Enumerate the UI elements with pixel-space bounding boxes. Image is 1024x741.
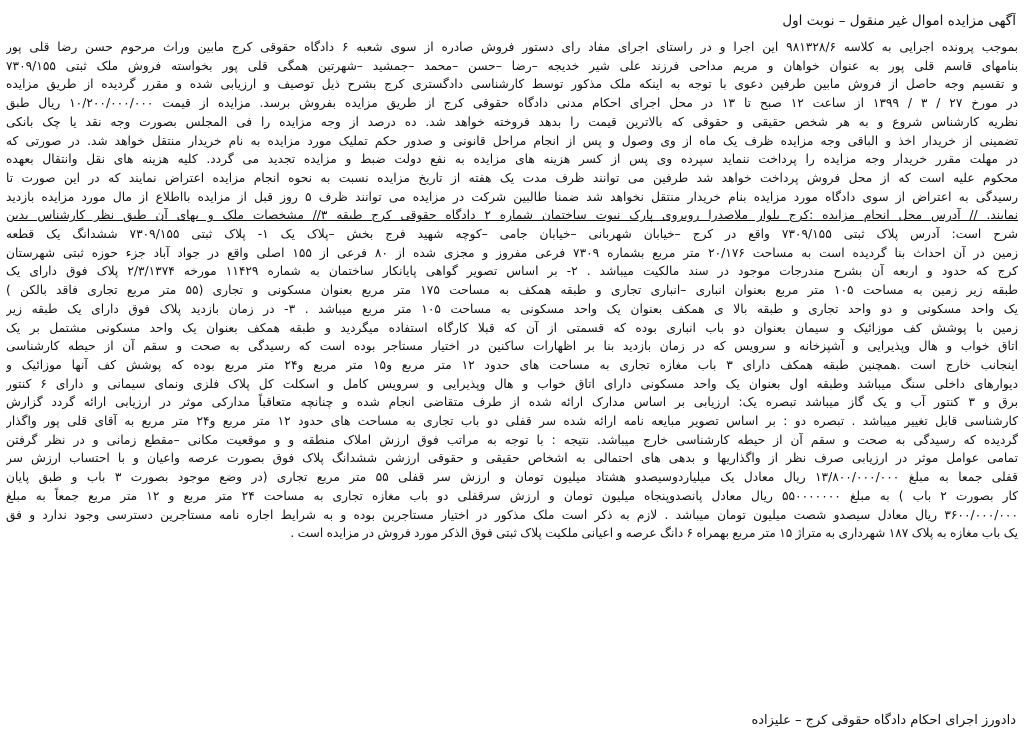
notice-line: شرح است: آدرس پلاک ثبتی ۷۳۰۹/۱۵۵ واقع در کرج –خیابان شهربانی –خیابان جامی –کوچه شهید فرج بخش –پلاک یک ۱- پلاک ثبتی ۷۳۰۹/۱۵۵ ششدانگ یک قطعه bbox=[6, 227, 1018, 242]
notice-line: قفلی جمعا به مبلغ ۱۳/۸۰۰/۰۰۰/۰۰۰ ریال معادل یک میلیاردوسیصدو هشتاد میلیون تومان و ارزش سر قفلی ۵۵ متر مربع تجاری (در وضع موجود بصورت ۳ باب و طبق پایان bbox=[6, 470, 1018, 485]
notice-line: بنامهای قاسم قلی پور به عنوان خواهان و مریم مداحی فرزند علی شیر خدیجه –رضا –حسن –محمد –جمشید –شهرتین همگی قلی پور بخواسته فروش ملک ثبتی ۷۳۰۹/۱۵۵ bbox=[6, 58, 1018, 73]
notice-line: اتاق خواب و هال وپذیرایی و آشپزخانه و سرویس که در زمان بازدید بنا بر اظهارات ساکنین در اختیار مستاجر بوده است که رسیدگی به صحت و سقم آن از حیطه کارشناسی bbox=[6, 339, 1018, 354]
notice-line: ۳۶۰۰/۰۰۰/۰۰۰ ریال معادل سیصدو شصت میلیون تومان میباشد . لازم به ذکر است ملک مذکور در اختیار مستاجرین بوده و به شرایط اجاره نامه مستاجرین دسترسی وجود ندارد و فق bbox=[6, 507, 1018, 522]
notice-line: کرج که حدود و اربعه آن بشرح مندرجات موجود در سند مالکیت میباشد . ۲- بر اساس تصویر گواهی پایانکار ساختمان به شماره ۱۱۴۲۹ مورخه ۲/۳/۱۳۷۴ پلاک فوق دارای یک bbox=[6, 264, 1018, 279]
notice-line: نظریه کارشناس شروع و به هر شخص حقیقی و حقوقی که بالاترین قیمت را بدهد فروخته خواهد شد. ده درصد از وجه مزایده را فی المجلس بصورت وجه نقد یا چک بانکی bbox=[6, 114, 1018, 129]
notice-line: بموجب پرونده اجرایی به کلاسه ۹۸۱۳۲۸/۶ این اجرا و در راستای اجرای مفاد رای دستور فروش صادره از سوی شعبه ۶ دادگاه حقوقی کرج مابین وراث مرحوم حسن رضا قلی پور bbox=[6, 40, 1018, 54]
notice-line: دیوارهای داخلی سنگ میباشد وطبقه اول بعنوان یک واحد مسکونی دارای اتاق خواب و هال وپذیرایی و سرویس کامل و اسکلت کل پلاک فلزی ونمای سیمانی و دارای ۶ کنتور bbox=[6, 376, 1018, 391]
notice-line: اینجانب خارج است .همچنین طبقه همکف دارای ۳ باب مغازه تجاری به مساحت های حدود ۱۲ متر مربع و۱۵ متر مربع و۲۴ متر مربع بوده که پوشش کف آنها موزائیک و bbox=[6, 357, 1018, 372]
signature: دادورز اجرای احکام دادگاه حقوقی کرج – علیزاده bbox=[751, 713, 1016, 728]
notice-line: محکوم علیه است که از محل فروش پرداخت خواهد شد طرفین می توانند ظرف مدت یک هفته از تاریخ مزایده نسبت به نحوه انجام مزایده اعتراض نمایند که در این صورت تا bbox=[6, 170, 1018, 185]
notice-line: در مهلت مقرر خریدار وجه مزایده را پرداخت ننماید سپرده وی پس از کسر هزینه های مزایده به نفع دولت ضبط و مزایده تجدید می گردد. کلیه هزینه های نقل وانتقال بعهده bbox=[6, 152, 1018, 167]
notice-line: زمین در آن احداث بنا گردیده است به مساحت ۲۰/۱۷۶ متر مربع بشماره ۷۳۰۹ فرعی مفروز و مجزی شده از ۸۰ فرعی از ۱۵۵ اصلی واقع در جواد آباد جزء حوزه ثبتی شهرستان bbox=[6, 245, 1018, 260]
notice-line: یک باب مغازه به پلاک ۱۸۷ شهرداری به متراژ ۱۵ متر مربع بهمراه ۶ دانگ عرصه و اعیانی ملکیت پلاک ثبتی فوق الذکر مورد فروش در مزایده است . bbox=[290, 526, 1018, 541]
notice-line: کار بصورت ۲ باب ) به مبلغ ۵۵۰۰۰۰۰۰۰ ریال معادل پانصدوپنجاه میلیون تومان و ارزش سرقفلی دو باب مغازه تجاری به مساحت ۲۴ متر مربع و ۱۲ متر مربع جمعاً به مبلغ bbox=[6, 488, 1018, 503]
notice-line: کارشناسی قابل تغییر میباشد . تبصره دو : بر اساس تصویر مبایعه نامه ارائه شده سر قفلی دو باب تجاری به مساحت های حدود ۱۲ متر مربع و۲۴ متر مربع به آقای قلی پور واگذار bbox=[6, 414, 1018, 429]
notice-line: و تقسیم وجه حاصل از فروش مابین طرفین دعوی با توجه به اینکه ملک مذکور توسط کارشناسی دادگستری کرج بشرح ذیل توصیف و ارزیابی شده و مقرر گردیده از طریق مزایده bbox=[6, 77, 1018, 92]
notice-line: تضمینی از خریدار اخذ و الباقی وجه مزایده ظرف یک ماه از وی وصول و پس از انجام مراحل قانونی و صدور حکم تملیک مورد مزایده به نام خریدار منتقل خواهد شد. در صورتی که bbox=[6, 133, 1018, 148]
auction-address-line: نمایند. // آدرس محل انجام مزایده :کرج بلوار ملاصدرا روبروی پارک نبوت ساختمان شماره ۲ دادگاه حقوقی کرج طبقه ۳// مشخصات ملک و بهای آن طبق نظر کارشناس بدین bbox=[6, 208, 1018, 223]
notice-line: در مورخ ۲۷ / ۳ / ۱۳۹۹ از ساعت ۱۲ صبح تا ۱۳ در محل اجرای احکام مدنی دادگاه حقوقی کرج از طریق مزایده بفروش برسد. مزایده از قیمت ۱۰/۲۰۰/۰۰۰/۰۰۰ ریال طبق bbox=[6, 96, 1018, 111]
notice-line: برق و ۳ کنتور آب و یک گاز میباشد تبصره یک: ارزیابی بر اساس مدارک ارائه شده از طرف متقاضی انجام شده و چنانچه متعاقباً مدارکی موثر در ارزیابی ارائه گردد گزارش bbox=[6, 395, 1018, 410]
notice-body bbox=[6, 38, 1018, 543]
notice-title: آگهی مزایده اموال غیر منقول – نوبت اول bbox=[782, 13, 1016, 29]
notice-line: طبقه زیر زمین به مساحت ۱۰۵ متر مربع بعنوان انباری –انباری تجاری و طبقه همکف به مساحت ۱۷۵ متر مربع بعنوان مسکونی و تجاری (۵۵ متر مربع تجاری فاقد بالکن ) bbox=[6, 283, 1018, 298]
notice-line: یک واحد مسکونی و دو واحد تجاری و طبقه بالا ی همکف بعنوان یک واحد مسکونی به مساحت ۱۰۵ متر مربع میباشد . ۳- در زمان بازدید پلاک فوق دارای یک طبقه زیر bbox=[6, 301, 1018, 316]
notice-line: گردیده که رسیدگی به صحت و سقم آن از حیطه کارشناسی خارج میباشد. نتیجه : با توجه به مراتب فوق ارزش املاک منطقه و و موقعیت مکانی –مقطع زمانی و در نظر گرفتن bbox=[6, 432, 1018, 447]
notice-line: رسیدگی به اعتراض از سوی دادگاه مورد مزایده بنام خریدار منتقل نخواهد شد ضمنا طالبین شرکت در مزایده می توانند ظرف ۵ روز قبل از مزایده بااطلاع از مال مورد مزایده بازدید bbox=[6, 189, 1018, 204]
notice-line: زمین با پوشش کف موزائیک و سیمان بعنوان دو باب انباری بوده که قسمتی از آن که قبلا کارگاه استفاده میگردید و طبقه همکف بعنوان یک واحد مسکونی مشتمل بر یک bbox=[6, 320, 1018, 335]
notice-line: تمامی عوامل موثر در ارزیابی صرف نظر از واگذاریها و بدهی های احتمالی به اشخاص حقیقی و حقوقی ارزشن ششدانگ پلاک فوق بصورت عرصه واعیان و با احتساب ارزش سر bbox=[6, 451, 1018, 466]
